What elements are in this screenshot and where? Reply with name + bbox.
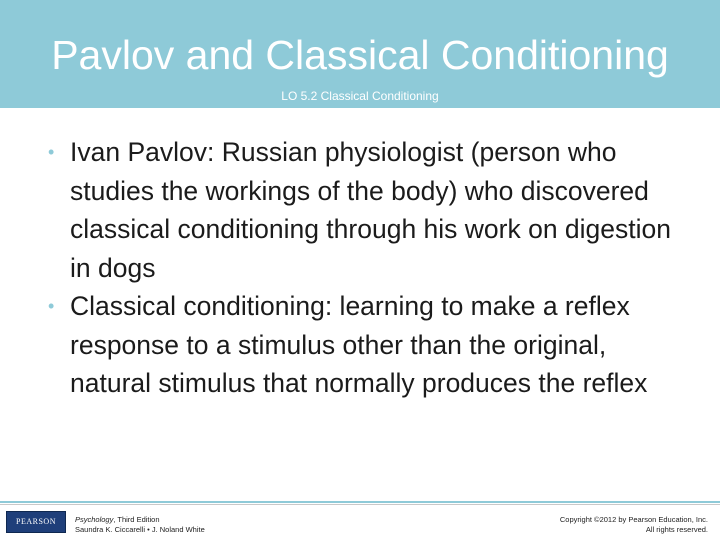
copyright-line: Copyright ©2012 by Pearson Education, Inc.	[559, 515, 708, 524]
learning-objective-subtitle: LO 5.2 Classical Conditioning	[281, 89, 439, 103]
bullet-dot-icon: •	[48, 142, 55, 162]
bullet-list	[40, 133, 680, 403]
bullet-item	[40, 287, 680, 403]
slide-title: Pavlov and Classical Conditioning	[51, 32, 669, 78]
copyright-notice	[560, 515, 708, 535]
pearson-logo	[6, 511, 66, 533]
book-authors: Saundra K. Ciccarelli • J. Noland White	[75, 525, 205, 534]
book-edition: , Third Edition	[113, 515, 160, 524]
footer-divider	[0, 501, 720, 503]
footer-divider-thin	[0, 504, 720, 505]
bullet-text: Classical conditioning: learning to make a reflex response to a stimulus other than the original, natural stimulus that normally produces the reflex	[70, 291, 648, 398]
logo-text: PEARSON	[16, 517, 56, 526]
book-title: Psychology	[75, 515, 114, 524]
bullet-dot-icon: •	[48, 296, 55, 316]
rights-line: All rights reserved.	[645, 525, 708, 534]
bullet-item	[40, 133, 680, 287]
book-citation	[75, 515, 205, 535]
bullet-text: Ivan Pavlov: Russian physiologist (person who studies the workings of the body) who discovered classical conditioning through his work on digestion in dogs	[70, 137, 672, 283]
book-line	[75, 515, 205, 525]
